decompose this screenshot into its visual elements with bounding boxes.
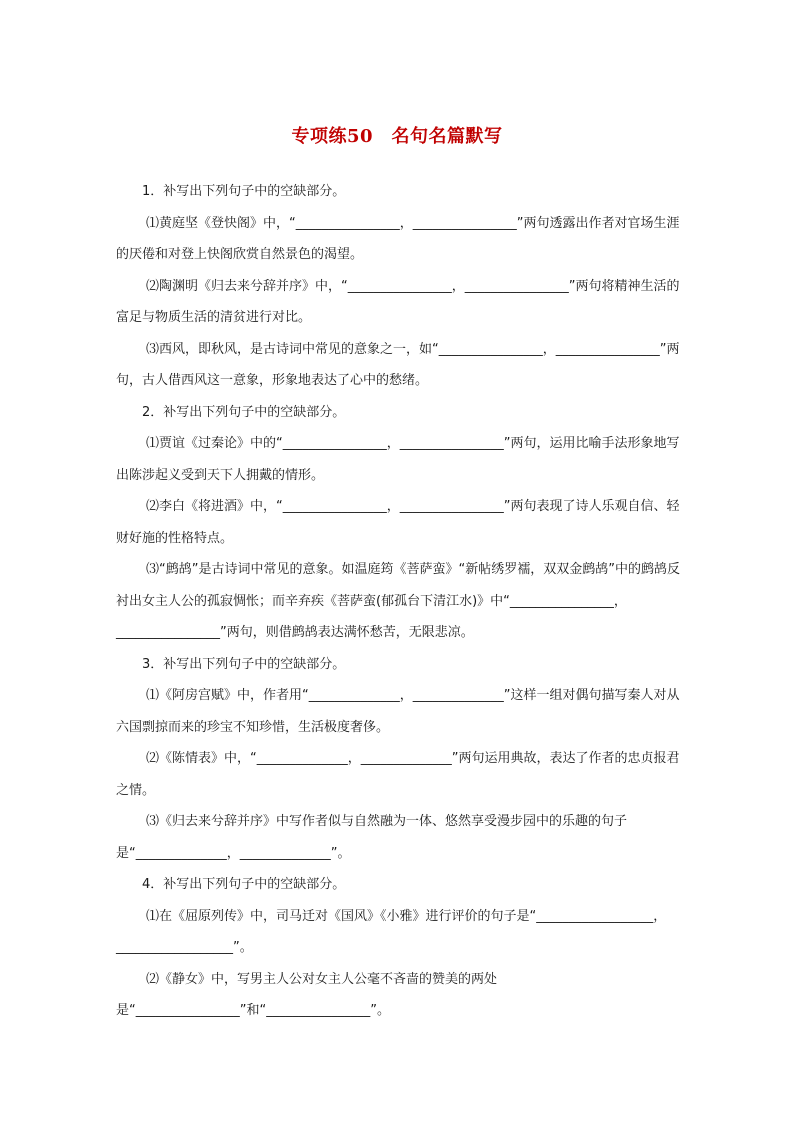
question-list bbox=[116, 176, 680, 1027]
question-stem: 2．补写出下列句子中的空缺部分。 bbox=[142, 404, 346, 420]
sub-question: ⑵李白《将进酒》中，“________________，________________”两句表现了诗人乐观自信、轻财好施的性格特点。 bbox=[116, 499, 680, 546]
sub-question: ⑴贾谊《过秦论》中的“________________，________________”两句，运用比喻手法形象地写出陈涉起义受到天下人拥戴的情形。 bbox=[116, 436, 680, 483]
question-stem: 3．补写出下列句子中的空缺部分。 bbox=[142, 656, 346, 672]
sub-question: ⑶《归去来兮辞并序》中写作者似与自然融为一体、悠然享受漫步园中的乐趣的句子是“______________，______________”。 bbox=[116, 814, 628, 861]
sub-question: ⑶西风，即秋风，是古诗词中常见的意象之一，如“________________，________________”两句，古人借西风这一意象，形象地表达了心中的愁绪。 bbox=[116, 341, 680, 388]
sub-question: ⑵陶渊明《归去来兮辞并序》中，“________________，________________”两句将精神生活的富足与物质生活的清贫进行对比。 bbox=[116, 278, 680, 325]
sub-question: ⑵《陈情表》中，“______________，______________”两句运用典故，表达了作者的忠贞报君之情。 bbox=[116, 751, 680, 798]
sub-question: ⑵《静女》中，写男主人公对女主人公毫不吝啬的赞美的两处是“________________”和“________________”。 bbox=[116, 971, 498, 1018]
sub-question: ⑴《阿房宫赋》中，作者用“______________，______________”这样一组对偶句描写秦人对从六国剽掠而来的珍宝不知珍惜，生活极度奢侈。 bbox=[116, 688, 680, 735]
page-title: 专项练50 名句名篇默写 bbox=[291, 126, 503, 147]
sub-question: ⑴黄庭坚《登快阁》中，“________________，________________”两句透露出作者对官场生涯的厌倦和对登上快阁欣赏自然景色的渴望。 bbox=[116, 215, 680, 262]
sub-question: ⑴在《屈原列传》中，司马迁对《国风》《小雅》进行评价的句子是“__________________，__________________”。 bbox=[116, 908, 667, 955]
question-stem: 4．补写出下列句子中的空缺部分。 bbox=[142, 877, 346, 892]
sub-question: ⑶“鹧鸪”是古诗词中常见的意象。如温庭筠《菩萨蛮》“新帖绣罗襦，双双金鹧鸪”中的鹧鸪反衬出女主人公的孤寂惆怅；而辛弃疾《菩萨蛮(郁孤台下清江水)》中“________________，________________”两句，则借鹧鸪表达满怀愁苦，无限悲凉。 bbox=[116, 562, 680, 640]
question-stem: 1．补写出下列句子中的空缺部分。 bbox=[142, 184, 346, 199]
